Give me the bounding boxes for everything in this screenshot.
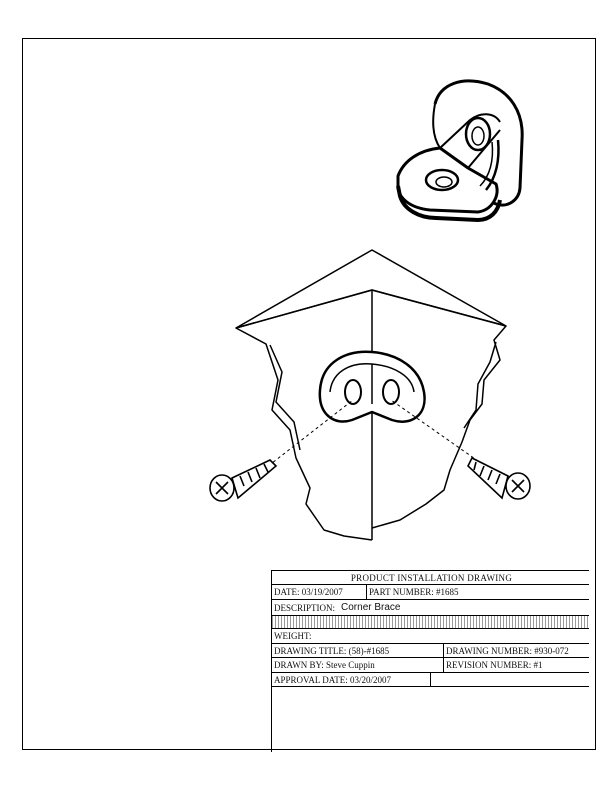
weight-field: WEIGHT:: [274, 631, 312, 641]
date-field: DATE: 03/19/2007: [274, 587, 343, 597]
approval-signature-area: [430, 673, 589, 686]
description-value: Corner Brace: [341, 602, 401, 613]
description-row: [272, 600, 589, 616]
weight-row: [272, 629, 589, 644]
drawn-by-field: DRAWN BY: Steve Cuppin: [274, 660, 375, 670]
drawing-number-field: DRAWING NUMBER: #930-072: [443, 644, 589, 657]
date-part-row: [272, 585, 589, 600]
drawing-title-row: [272, 644, 589, 658]
approval-row: [272, 673, 589, 687]
revision-number-field: REVISION NUMBER: #1: [443, 658, 589, 672]
title-row: [272, 571, 589, 585]
hatched-band: [272, 616, 589, 629]
drawing-title-field: DRAWING TITLE: (58)-#1685: [274, 645, 390, 656]
wood-screw-right-icon: [468, 458, 530, 499]
part-number-field: PART NUMBER: #1685: [366, 585, 589, 599]
wood-screw-left-icon: [210, 460, 276, 501]
cabinet-corner-icon: [236, 250, 508, 540]
corner-brace-detail-icon: [398, 81, 522, 220]
approval-date-field: APPROVAL DATE: 03/20/2007: [274, 674, 392, 685]
description-label: DESCRIPTION:: [274, 602, 336, 613]
notes-area: [272, 687, 589, 753]
drawn-by-row: [272, 658, 589, 673]
title-block: [271, 570, 589, 752]
drawing-heading: PRODUCT INSTALLATION DRAWING: [350, 572, 513, 583]
